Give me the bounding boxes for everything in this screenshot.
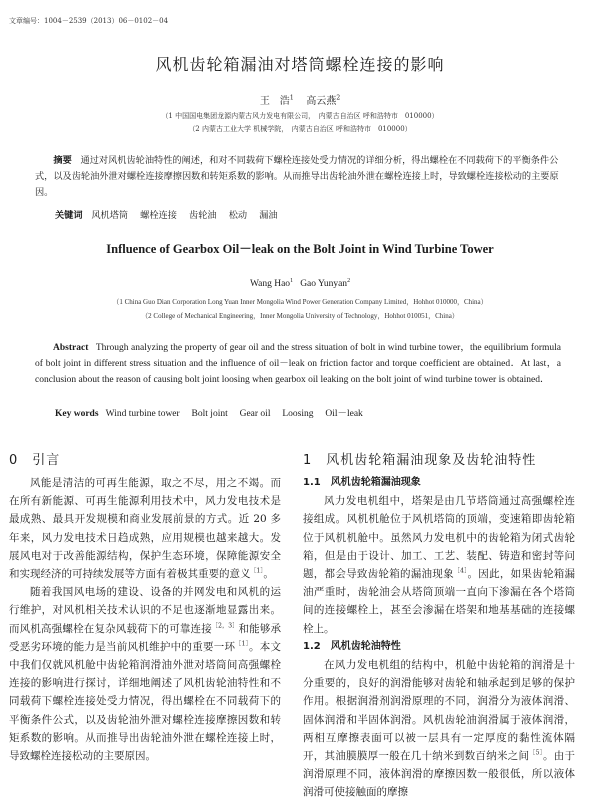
sec0-p2b: 和能够承受恶劣环境的能力是当前风机维护中的重要一环 [9,622,282,653]
paragraph: 风能是清洁的可再生能源，取之不尽，用之不竭。而在所有新能源、可再生能源利用技术中，风力发电技术是最成熟、最具开发规模和商业发展前景的方式。近 20 多年来，风力发电技术日趋成熟，应用规模也越来越大。发展风电对于改善能源结构，保护生态环境，保障能源安全和实现经济的可持续发展等方面有着极其重要的意义$^{[1]}$。 [9,477,281,581]
paragraph [303,492,575,638]
paragraph [9,583,281,765]
left-column [9,474,281,765]
title-chinese: 风机齿轮箱漏油对塔筒螺栓连接的影响 [155,55,445,74]
affiliation-cn-2: （2 内蒙古工业大学 机械学院， 内蒙古自治区 呼和浩特市 010000） [188,125,412,133]
author-en-1-sup: 1 [290,277,294,284]
sec0-p1: 风能是清洁的可再生能源，取之不尽，用之不竭。而在所有新能源、可再生能源利用技术中，风力发电技术是最成熟、最具开发规模和商业发展前景的方式。近 20 多年来，风力发电技术日趋成熟，应用规模也越来越大。发展风电对于改善能源结构，保护生态环境，保障能源安全和实现经济的可持续发展等方面有着极其重要的意义 [9,477,281,581]
article-number: 文章编号：1004－2539（2013）06－0102－04 [9,17,169,25]
abstract-english [35,340,561,388]
authors-chinese [0,92,600,107]
author-en-2: Gao Yunyan [300,279,348,289]
affiliation-en-1: （1 China Guo Dian Corporation Long Yuan Inner Mongolia Wind Power Generation Company Limited，Hohhot 010000，China） [112,298,488,306]
citation: ［4］ [453,567,468,575]
abstract-cn-label: 摘要 [53,155,72,166]
keywords-cn-label: 关键词 [55,210,83,221]
citation: ［2，3］ [211,622,239,630]
abstract-en-label: Abstract [53,343,89,353]
subsection-1-2-heading: 1.2 风机齿轮油特性 [303,640,401,652]
title-english: Influence of Gearbox Oil－leak on the Bolt Joint in Wind Turbine Tower [106,242,494,256]
authors-english [0,279,600,289]
right-column [303,474,575,802]
author-2-sup: 2 [336,94,341,102]
sec1-p2b: 。由于润滑原理不同，液体润滑的摩擦因数一般很低，所以液体润滑可使接触面的摩擦 [303,750,576,799]
sec1-p2: 在风力发电机组的结构中，机舱中齿轮箱的润滑是十分重要的，良好的润滑能够对齿轮和轴承起到足够的保护作用。根据润滑剂润滑原理的不同，润滑分为液体润滑、固体润滑和半固体润滑。风机齿轮油润滑属于液体润滑，两相互摩擦表面可以被一层具有一定厚度的黏性流体隔开，其油膜膜厚一般在几十纳米到数百纳米之间 [303,659,575,763]
sec1-p1: 风力发电机组中，塔架是由几节塔筒通过高强螺栓连接组成。风机机舱位于风机塔筒的顶端，变速箱即齿轮箱位于风机机舱中。虽然风力发电机中的齿轮箱为闭式齿轮箱，但是由于设计、加工、工艺、装配、铸造和密封等问题，都会导致齿轮箱的漏油现象 [303,495,575,581]
keywords-english [55,405,363,419]
abstract-cn-text: 通过对风机齿轮油特性的阐述，和对不同载荷下螺栓连接处受力情况的详细分析，得出螺栓在不同载荷下的平衡条件公式，以及齿轮油外泄对螺栓连接摩擦因数和转矩系数的影响。从而推导出齿轮油外泄在螺栓连接上时，导致螺栓连接松动的主要原因。 [35,155,559,198]
author-en-1: Wang Hao [249,279,291,289]
subsection-1-1-heading: 1.1 风机齿轮箱漏油现象 [303,477,421,488]
keywords-cn-text: 风机塔筒 螺栓连接 齿轮油 松动 漏油 [91,210,278,221]
paragraph [303,656,575,802]
affiliation-en-2: （2 College of Mechanical Engineering，Inner Mongolia University of Technology，Hohhot 010051，China） [141,312,459,320]
keywords-en-text: Wind turbine tower Bolt joint Gear oil Loosing Oil－leak [105,409,363,419]
citation: ［1］ [250,567,264,575]
keywords-chinese [55,207,278,221]
affiliation-cn-1: （1 中国国电集团龙源内蒙古风力发电有限公司， 内蒙古自治区 呼和浩特市 010000） [161,112,439,120]
author-1: 王 浩 [259,96,290,107]
sec0-p2a: 随着我国风电场的建设、设备的并网发电和风机的运行维护，对风机相关技术认识的不足也逐渐地显露出来。而风机高强螺栓在复杂风载荷下的可靠连接 [9,586,281,635]
author-en-2-sup: 2 [347,277,351,284]
sec1-p1b: 。因此，如果齿轮箱漏油严重时，齿轮油会从塔筒顶端一直向下渗漏在各个塔筒间的连接螺栓上，甚至会渗漏在塔架和地基基础的连接螺栓上。 [303,568,576,635]
author-2: 高云燕 [306,96,337,107]
keywords-en-label: Key words [55,409,99,419]
section-1-heading: 1 风机齿轮箱漏油现象及齿轮油特性 [303,453,537,468]
section-0-heading: 0 引言 [9,453,61,468]
abstract-en-text: Through analyzing the property of gear oil and the stress situation of bolt in wind turbine tower，the equilibrium formula of bolt joint in different stress situation and the influence of oil－leak on friction factor and torque coefficient are obtained．At last，a conclusion about the reason of causing bolt joint loosing when gearbox oil leaking on the bolt joint of wind turbine tower is obtained． [35,343,561,385]
author-1-sup: 1 [289,94,294,102]
citation: ［1］ [235,640,249,648]
sec0-p2c: 。本文中我们仅就风机舱中齿轮箱润滑油外泄对塔筒间高强螺栓连接的影响进行探讨，详细地阐述了风机齿轮油特性和不同载荷下螺栓连接处受力情况，得出螺栓在不同载荷下的平衡条件公式，以及齿轮油外泄对螺栓连接摩擦因数和转矩系数的影响。从而推导出齿轮油外泄在螺栓连接上时，导致螺栓连接松动的主要原因。 [9,640,282,763]
citation: ［5］ [529,749,543,757]
abstract-chinese [35,153,563,201]
